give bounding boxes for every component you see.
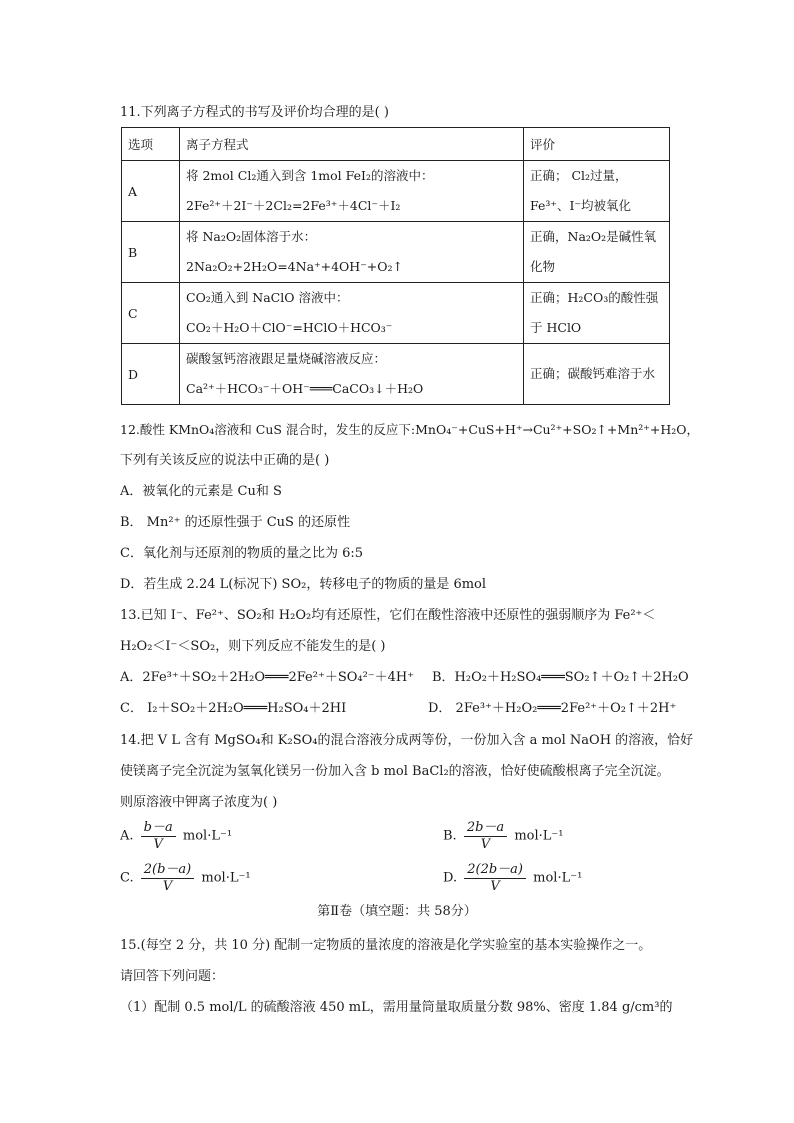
- header-option: 选项: [122, 128, 180, 161]
- q15-stem-line1: 15.(每空 2 分，共 10 分) 配制一定物质的量浓度的溶液是化学实验室的基本实验操作之一。: [120, 938, 652, 953]
- q13-option-a: A．2Fe³⁺＋SO₂＋2H₂O═══2Fe²⁺＋SO₄²⁻＋4H⁺: [120, 670, 415, 685]
- row-option: D: [122, 344, 180, 405]
- table-row: [122, 222, 670, 283]
- q12-option-c: C．氧化剂与还原剂的物质的量之比为 6:5: [120, 546, 364, 561]
- q14-option-a: [120, 820, 232, 853]
- option-label: D.: [443, 870, 458, 886]
- fraction: [141, 862, 195, 895]
- q13-option-b: B．H₂O₂＋H₂SO₄═══SO₂↑＋O₂↑＋2H₂O: [432, 670, 689, 685]
- option-label: A.: [120, 828, 134, 844]
- q15-stem-line3: （1）配制 0.5 mol/L 的硫酸溶液 450 mL，需用量筒量取质量分数 98%、密度 1.84 g/cm³的: [120, 1000, 673, 1015]
- unit-label: mol·L⁻¹: [514, 828, 564, 844]
- row-evaluation: 正确，Na₂O₂是碱性氧化物: [524, 222, 670, 283]
- fraction: [464, 862, 526, 895]
- fraction-numerator: 2(b－a): [141, 862, 195, 879]
- table-row: [122, 161, 670, 222]
- fraction-numerator: b－a: [141, 820, 176, 837]
- row-equation: [180, 222, 524, 283]
- q14-stem-line2: 使镁离子完全沉淀为氢氧化镁另一份加入含 b mol BaCl₂的溶液，恰好使硫酸根离子完全沉淀。: [120, 764, 670, 779]
- q11-stem: 11.下列离子方程式的书写及评价均合理的是( ): [120, 105, 389, 120]
- equation-description: 将 Na₂O₂固体溶于水：: [186, 229, 317, 244]
- fraction: [464, 820, 507, 853]
- equation-description: 碳酸氢钙溶液跟足量烧碱溶液反应：: [186, 351, 387, 366]
- row-option: B: [122, 222, 180, 283]
- q15-stem-line2: 请回答下列问题：: [120, 969, 225, 984]
- unit-label: mol·L⁻¹: [201, 870, 251, 886]
- q12-option-b: B． Mn²⁺ 的还原性强于 CuS 的还原性: [120, 515, 351, 530]
- q12-option-d: D．若生成 2.24 L(标况下) SO₂，转移电子的物质的量是 6mol: [120, 577, 487, 592]
- row-equation: [180, 161, 524, 222]
- table-row: [122, 283, 670, 344]
- q14-option-c: [120, 862, 251, 895]
- equation-formula: 2Fe²⁺＋2I⁻＋2Cl₂=2Fe³⁺＋4Cl⁻＋I₂: [186, 198, 401, 213]
- q12-option-a: A．被氧化的元素是 Cu和 S: [120, 484, 282, 499]
- row-equation: [180, 344, 524, 405]
- q14-option-b: [443, 820, 563, 853]
- fraction-numerator: 2(2b－a): [464, 862, 526, 879]
- fraction-denominator: V: [480, 837, 491, 852]
- equation-formula: Ca²⁺＋HCO₃⁻＋OH⁻═══CaCO₃↓＋H₂O: [186, 381, 424, 396]
- fraction-denominator: V: [162, 879, 173, 894]
- equation-formula: CO₂＋H₂O＋ClO⁻=HClO＋HCO₃⁻: [186, 320, 393, 335]
- table-header-row: [122, 128, 670, 161]
- q13-option-c: C． I₂＋SO₂＋2H₂O═══H₂SO₄＋2HI: [120, 701, 347, 716]
- fraction: [141, 820, 176, 853]
- row-evaluation: 正确；碳酸钙难溶于水: [524, 344, 670, 405]
- q12-stem-line1: 12.酸性 KMnO₄溶液和 CuS 混合时，发生的反应下:MnO₄⁻+CuS+H⁺→Cu²⁺+SO₂↑+Mn²⁺+H₂O，: [120, 422, 699, 437]
- q14-stem-line3: 则原溶液中钾离子浓度为( ): [120, 795, 278, 810]
- equation-formula: 2Na₂O₂+2H₂O=4Na⁺+4OH⁻+O₂↑: [186, 259, 403, 274]
- row-evaluation: 正确；H₂CO₃的酸性强于 HClO: [524, 283, 670, 344]
- q11-table: [121, 127, 670, 405]
- table-row: [122, 344, 670, 405]
- row-evaluation: 正确； Cl₂过量，Fe³⁺、I⁻均被氧化: [524, 161, 670, 222]
- equation-description: CO₂通入到 NaClO 溶液中：: [186, 290, 349, 305]
- fraction-denominator: V: [490, 879, 500, 894]
- unit-label: mol·L⁻¹: [182, 828, 233, 844]
- header-equation: 离子方程式: [180, 128, 524, 161]
- row-option: C: [122, 283, 180, 344]
- q12-stem-line2: 下列有关该反应的说法中正确的是( ): [120, 453, 330, 468]
- equation-description: 将 2mol Cl₂通入到含 1mol FeI₂的溶液中：: [186, 168, 434, 183]
- header-evaluation: 评价: [524, 128, 670, 161]
- fraction-denominator: V: [153, 837, 163, 852]
- option-label: C.: [120, 870, 134, 886]
- fraction-numerator: 2b－a: [464, 820, 507, 837]
- q13-stem-line1: 13.已知 I⁻、Fe²⁺、SO₂和 H₂O₂均有还原性，它们在酸性溶液中还原性的强弱顺序为 Fe²⁺＜: [120, 608, 656, 623]
- row-equation: [180, 283, 524, 344]
- q13-stem-line2: H₂O₂＜I⁻＜SO₂，则下列反应不能发生的是( ): [120, 639, 386, 654]
- unit-label: mol·L⁻¹: [533, 870, 583, 886]
- q14-option-d: [443, 862, 582, 895]
- q13-option-d: D． 2Fe³⁺＋H₂O₂═══2Fe²⁺＋O₂↑＋2H⁺: [428, 701, 677, 716]
- row-option: A: [122, 161, 180, 222]
- option-label: B.: [443, 828, 457, 844]
- section-title: 第Ⅱ卷（填空题：共 58分）: [317, 904, 477, 919]
- q14-stem-line1: 14.把 V L 含有 MgSO₄和 K₂SO₄的混合溶液分成两等份，一份加入含 a mol NaOH 的溶液，恰好: [120, 733, 694, 748]
